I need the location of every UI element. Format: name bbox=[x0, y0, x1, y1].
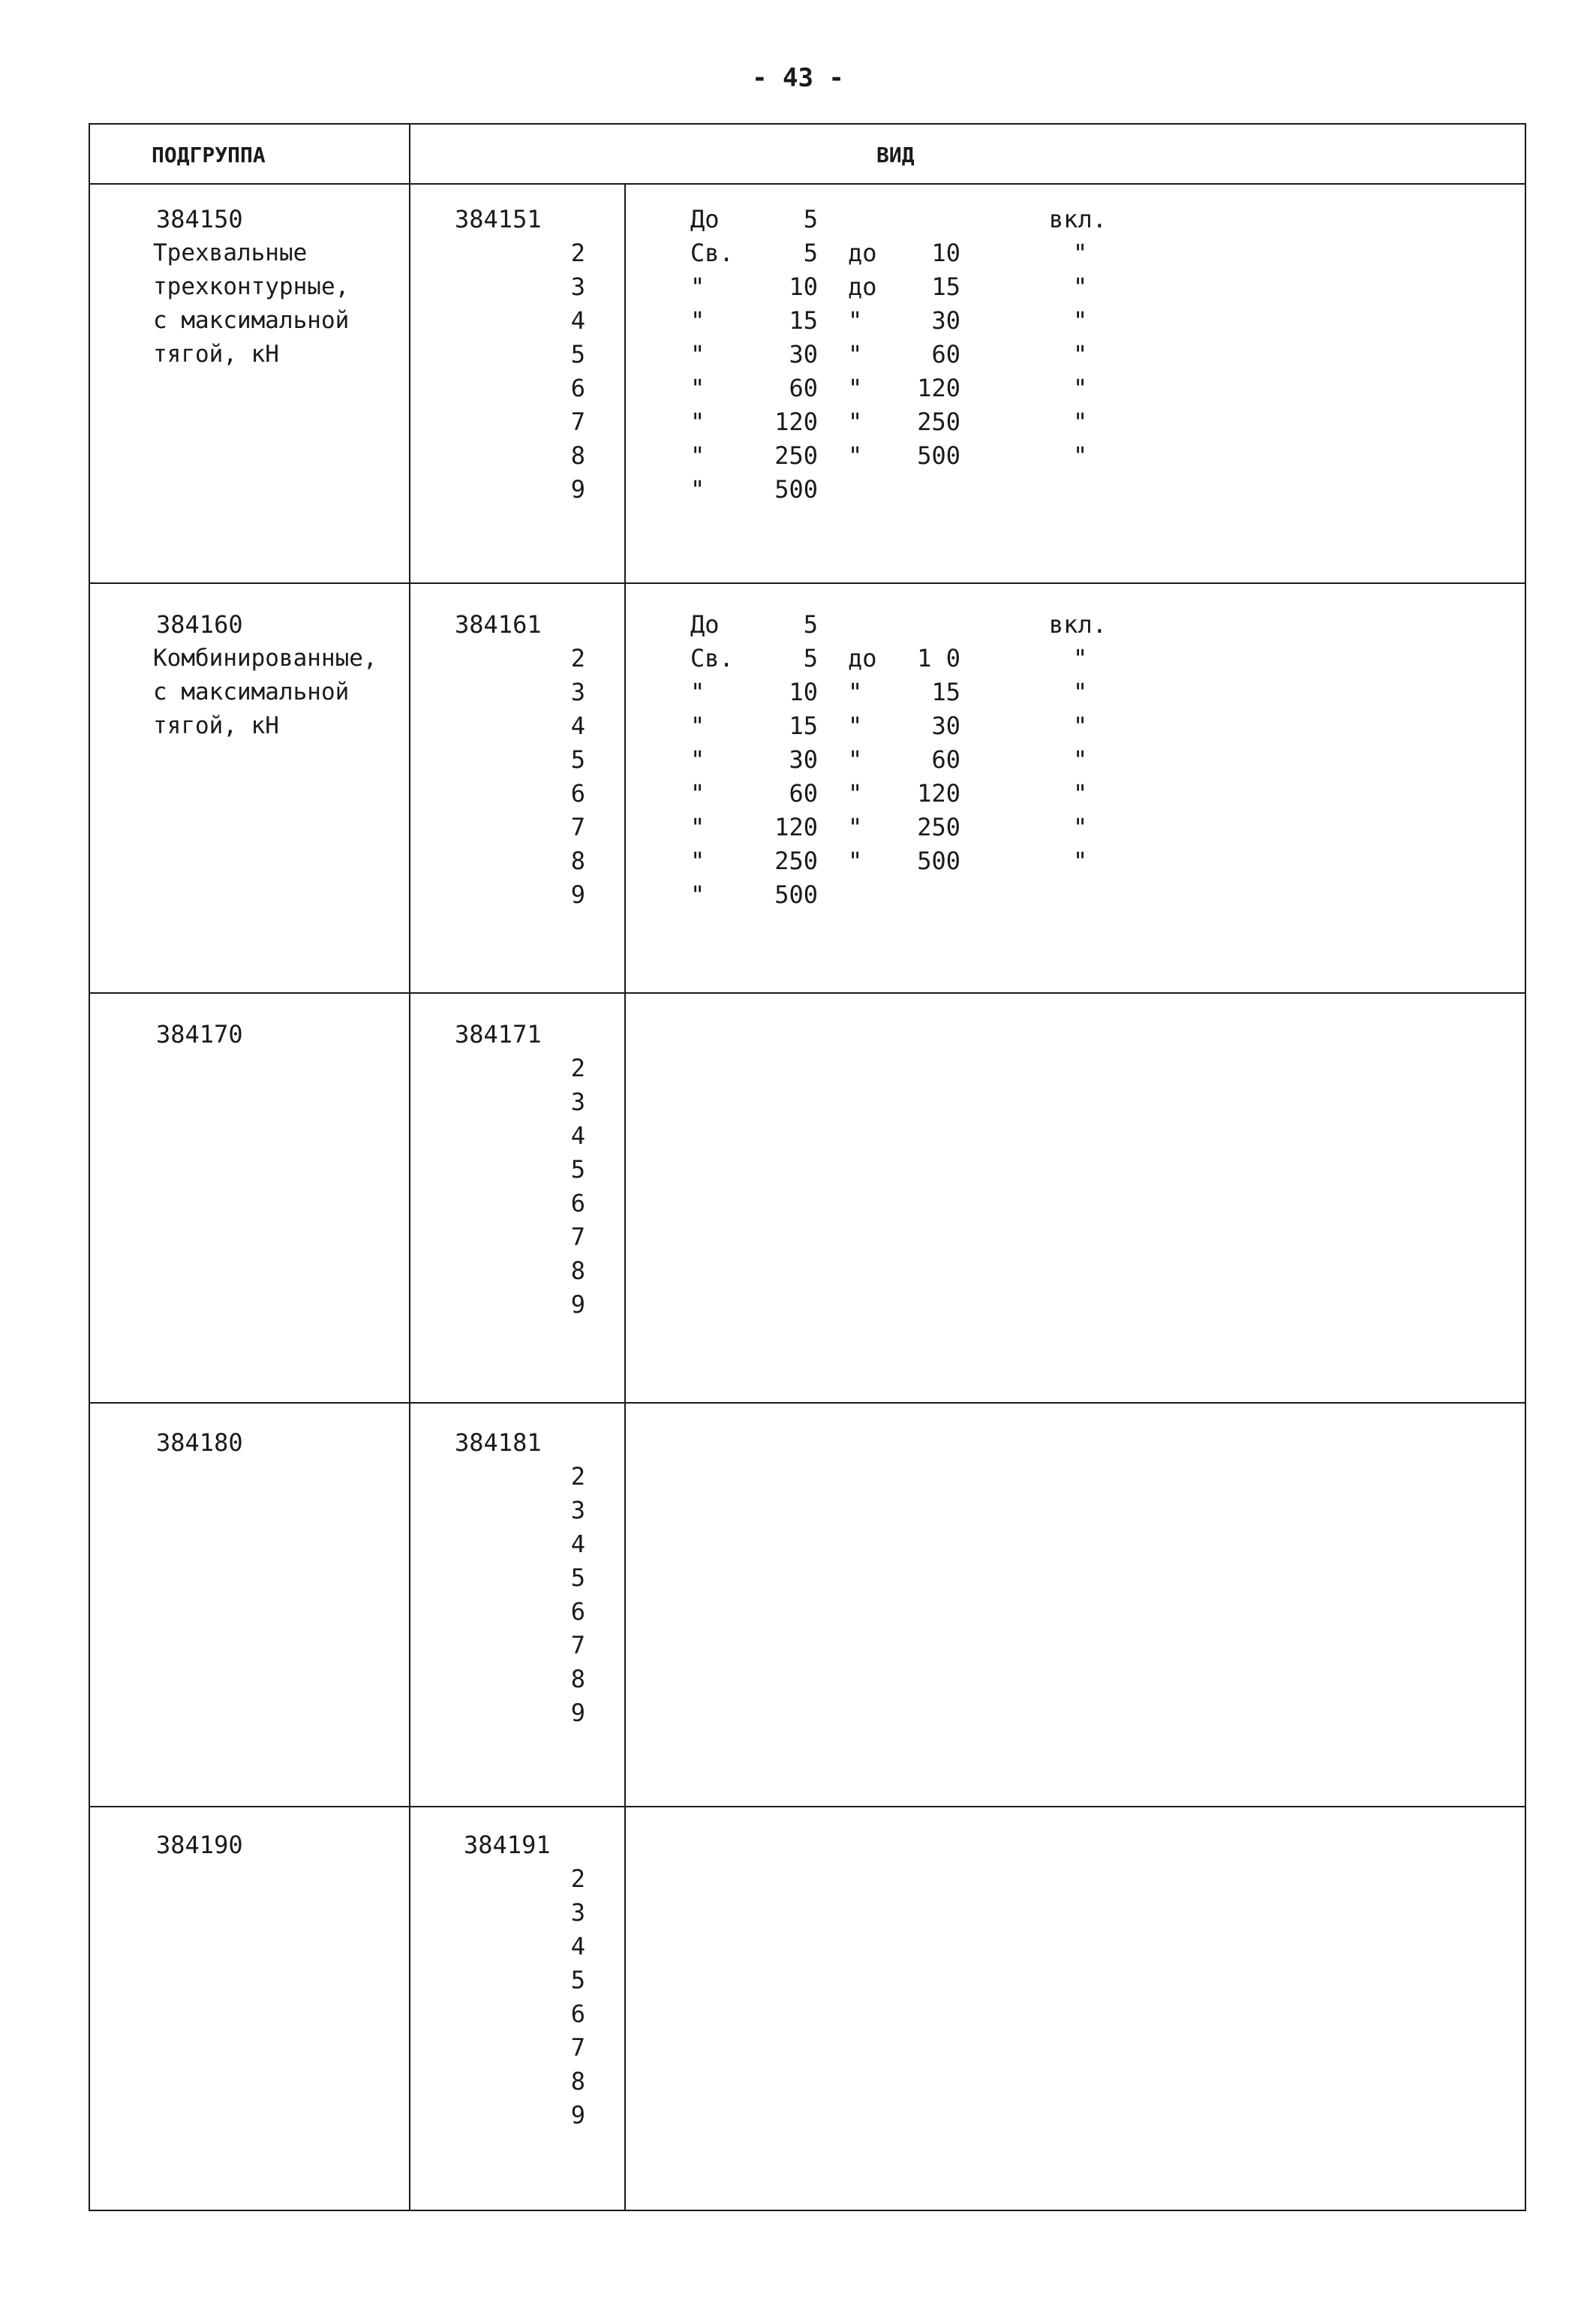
range-to-value: 120 bbox=[917, 779, 960, 808]
kind-number: 9 bbox=[570, 2101, 585, 2129]
subgroup-description-line: с максимальной bbox=[153, 679, 350, 706]
kind-code: 384191 bbox=[464, 1831, 551, 1859]
range-prefix: " bbox=[690, 847, 705, 875]
column-divider-kind bbox=[624, 185, 626, 2210]
range-from-value: 10 bbox=[789, 272, 818, 301]
kind-number: 4 bbox=[570, 306, 585, 335]
kind-code: 384151 bbox=[455, 205, 542, 233]
range-connector: " bbox=[848, 745, 863, 774]
kind-number: 2 bbox=[570, 1054, 585, 1082]
kind-number: 4 bbox=[570, 712, 585, 740]
range-suffix: " bbox=[1073, 847, 1088, 875]
range-from-value: 5 bbox=[803, 644, 818, 673]
kind-number: 4 bbox=[570, 1932, 585, 1960]
kind-number: 8 bbox=[570, 1665, 585, 1693]
kind-number: 5 bbox=[570, 1563, 585, 1592]
subgroup-description-line: тягой, кН bbox=[153, 712, 279, 739]
range-connector: до bbox=[848, 272, 877, 301]
kind-number: 5 bbox=[570, 1966, 585, 1994]
range-to-value: 60 bbox=[931, 745, 960, 774]
range-suffix: вкл. bbox=[1049, 610, 1108, 639]
range-from-value: 10 bbox=[789, 678, 818, 706]
row-divider bbox=[90, 1806, 1525, 1807]
subgroup-description-line: с максимальной bbox=[153, 307, 350, 334]
range-to-value: 250 bbox=[917, 813, 960, 841]
range-connector: " bbox=[848, 408, 863, 436]
range-prefix: " bbox=[690, 813, 705, 841]
range-connector: " bbox=[848, 340, 863, 369]
range-connector: до bbox=[848, 239, 877, 267]
subgroup-code: 384150 bbox=[156, 205, 243, 233]
kind-number: 8 bbox=[570, 1256, 585, 1285]
range-connector: " bbox=[848, 847, 863, 875]
range-from-value: 500 bbox=[774, 880, 818, 909]
range-connector: до bbox=[848, 644, 877, 673]
range-from-value: 60 bbox=[789, 779, 818, 808]
range-prefix: " bbox=[690, 712, 705, 740]
kind-number: 2 bbox=[570, 1864, 585, 1893]
kind-number: 6 bbox=[570, 1597, 585, 1626]
range-to-value: 250 bbox=[917, 408, 960, 436]
header-subgroup: ПОДГРУППА bbox=[152, 143, 266, 167]
kind-number: 7 bbox=[570, 813, 585, 841]
range-to-value: 1 0 bbox=[917, 644, 960, 673]
kind-number: 6 bbox=[570, 779, 585, 808]
kind-number: 7 bbox=[570, 1223, 585, 1251]
subgroup-code: 384160 bbox=[156, 610, 243, 639]
kind-number: 3 bbox=[570, 1088, 585, 1116]
range-connector: " bbox=[848, 813, 863, 841]
range-connector: " bbox=[848, 712, 863, 740]
row-divider bbox=[90, 1402, 1525, 1404]
kind-number: 8 bbox=[570, 847, 585, 875]
kind-number: 8 bbox=[570, 441, 585, 470]
range-to-value: 120 bbox=[917, 374, 960, 402]
range-to-value: 15 bbox=[931, 272, 960, 301]
range-prefix: До bbox=[690, 205, 720, 233]
page-number: - 43 - bbox=[752, 63, 844, 93]
header-divider bbox=[90, 183, 1525, 185]
kind-number: 2 bbox=[570, 1462, 585, 1491]
range-suffix: " bbox=[1073, 306, 1088, 335]
kind-number: 7 bbox=[570, 1631, 585, 1660]
range-from-value: 120 bbox=[774, 408, 818, 436]
kind-number: 6 bbox=[570, 2000, 585, 2028]
range-suffix: " bbox=[1073, 272, 1088, 301]
kind-number: 4 bbox=[570, 1121, 585, 1150]
range-from-value: 30 bbox=[789, 745, 818, 774]
kind-number: 3 bbox=[570, 678, 585, 706]
subgroup-description-line: тягой, кН bbox=[153, 341, 279, 368]
range-from-value: 5 bbox=[803, 239, 818, 267]
range-suffix: " bbox=[1073, 745, 1088, 774]
range-prefix: " bbox=[690, 306, 705, 335]
range-prefix: Св. bbox=[690, 239, 734, 267]
row-divider bbox=[90, 582, 1525, 584]
range-suffix: " bbox=[1073, 239, 1088, 267]
kind-code: 384171 bbox=[455, 1020, 542, 1049]
kind-number: 9 bbox=[570, 880, 585, 909]
range-suffix: " bbox=[1073, 712, 1088, 740]
range-prefix: " bbox=[690, 880, 705, 909]
kind-number: 3 bbox=[570, 272, 585, 301]
range-from-value: 5 bbox=[803, 205, 818, 233]
range-from-value: 250 bbox=[774, 847, 818, 875]
kind-number: 6 bbox=[570, 374, 585, 402]
kind-number: 5 bbox=[570, 1155, 585, 1184]
range-suffix: " bbox=[1073, 678, 1088, 706]
kind-code: 384161 bbox=[455, 610, 542, 639]
range-prefix: " bbox=[690, 272, 705, 301]
range-suffix: " bbox=[1073, 779, 1088, 808]
kind-code: 384181 bbox=[455, 1428, 542, 1457]
subgroup-description-line: трехконтурные, bbox=[153, 273, 350, 300]
kind-number: 5 bbox=[570, 340, 585, 369]
range-from-value: 500 bbox=[774, 475, 818, 504]
row-divider bbox=[90, 992, 1525, 994]
kind-number: 4 bbox=[570, 1530, 585, 1558]
range-prefix: " bbox=[690, 779, 705, 808]
range-prefix: До bbox=[690, 610, 720, 639]
range-suffix: " bbox=[1073, 644, 1088, 673]
subgroup-code: 384170 bbox=[156, 1020, 243, 1049]
range-suffix: " bbox=[1073, 374, 1088, 402]
kind-number: 9 bbox=[570, 1290, 585, 1319]
range-suffix: " bbox=[1073, 408, 1088, 436]
range-from-value: 5 bbox=[803, 610, 818, 639]
range-to-value: 10 bbox=[931, 239, 960, 267]
range-from-value: 120 bbox=[774, 813, 818, 841]
range-to-value: 500 bbox=[917, 847, 960, 875]
range-connector: " bbox=[848, 374, 863, 402]
range-connector: " bbox=[848, 779, 863, 808]
subgroup-code: 384180 bbox=[156, 1428, 243, 1457]
subgroup-code: 384190 bbox=[156, 1831, 243, 1859]
range-from-value: 60 bbox=[789, 374, 818, 402]
subgroup-description-line: Комбинированные, bbox=[153, 645, 377, 672]
range-from-value: 30 bbox=[789, 340, 818, 369]
range-from-value: 15 bbox=[789, 306, 818, 335]
header-kind: ВИД bbox=[876, 143, 915, 167]
range-from-value: 15 bbox=[789, 712, 818, 740]
kind-number: 2 bbox=[570, 644, 585, 673]
kind-number: 2 bbox=[570, 239, 585, 267]
range-to-value: 60 bbox=[931, 340, 960, 369]
kind-number: 7 bbox=[570, 408, 585, 436]
range-prefix: Св. bbox=[690, 644, 734, 673]
range-prefix: " bbox=[690, 340, 705, 369]
column-divider-subgroup bbox=[409, 125, 410, 2210]
kind-number: 3 bbox=[570, 1496, 585, 1524]
kind-number: 9 bbox=[570, 1699, 585, 1727]
kind-number: 7 bbox=[570, 2033, 585, 2062]
range-prefix: " bbox=[690, 408, 705, 436]
range-from-value: 250 bbox=[774, 441, 818, 470]
range-suffix: вкл. bbox=[1049, 205, 1108, 233]
kind-number: 8 bbox=[570, 2067, 585, 2096]
range-suffix: " bbox=[1073, 340, 1088, 369]
range-prefix: " bbox=[690, 745, 705, 774]
kind-number: 3 bbox=[570, 1898, 585, 1927]
range-prefix: " bbox=[690, 678, 705, 706]
range-suffix: " bbox=[1073, 813, 1088, 841]
classification-table bbox=[89, 123, 1526, 2211]
kind-number: 9 bbox=[570, 475, 585, 504]
subgroup-description-line: Трехвальные bbox=[153, 239, 308, 266]
range-to-value: 30 bbox=[931, 712, 960, 740]
range-connector: " bbox=[848, 306, 863, 335]
range-suffix: " bbox=[1073, 441, 1088, 470]
range-to-value: 15 bbox=[931, 678, 960, 706]
range-connector: " bbox=[848, 678, 863, 706]
range-to-value: 500 bbox=[917, 441, 960, 470]
range-connector: " bbox=[848, 441, 863, 470]
kind-number: 5 bbox=[570, 745, 585, 774]
range-prefix: " bbox=[690, 475, 705, 504]
range-prefix: " bbox=[690, 441, 705, 470]
range-to-value: 30 bbox=[931, 306, 960, 335]
kind-number: 6 bbox=[570, 1189, 585, 1217]
range-prefix: " bbox=[690, 374, 705, 402]
